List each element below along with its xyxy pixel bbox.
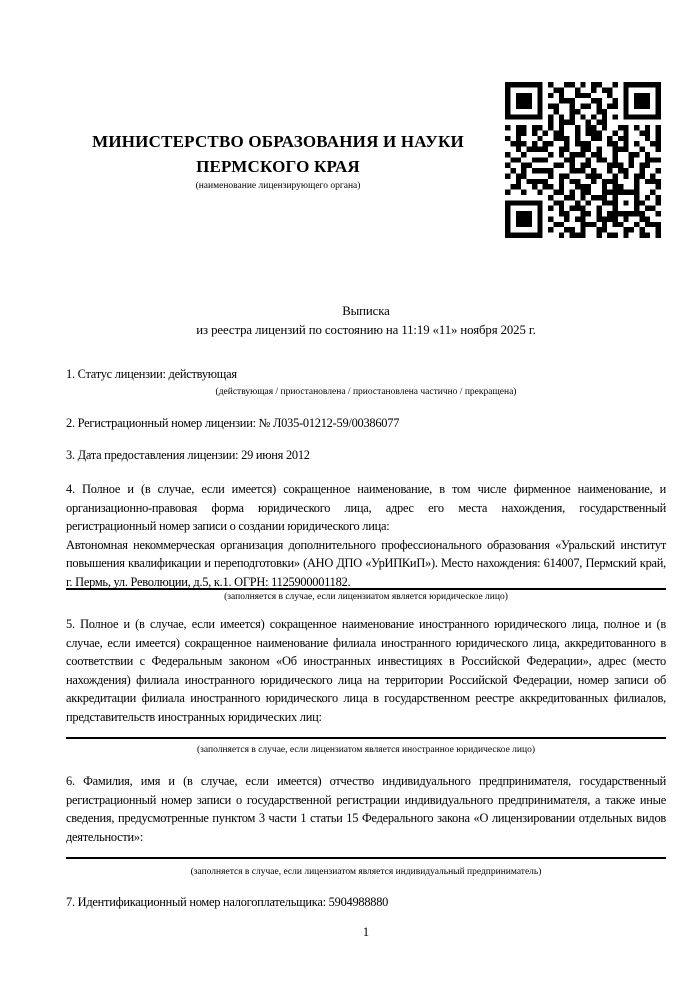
licensing-authority-header (66, 129, 490, 192)
legal-entity-underline-rule (66, 588, 666, 590)
legal-entity-value: Автономная некоммерческая организация дополнительного профессионального образования «Уральский институт повышения квалификации и переподготовки» (АНО ДПО «УрИПКиП»). Место нахождения: 614007, Пермский край, г. Пермь, ул. Революции, д.5, к.1. ОГРН: 1125900001182. (66, 537, 666, 589)
legal-entity-label: 4. Полное и (в случае, если имеется) сокращенное наименование, в том числе фирменное наименование, и организационно-правовая форма юридического лица, адрес его места нахождения, государственный регистрационный номер записи о создании юридического лица: (66, 482, 666, 533)
ministry-name-line2: ПЕРМСКОГО КРАЯ (196, 157, 360, 176)
foreign-entity-underline-rule (66, 737, 666, 739)
license-status-options-caption: (действующая / приостановлена / приостановлена частично / прекращена) (215, 387, 517, 397)
document-subtitle: из реестра лицензий по состоянию на 11:19 «11» ноября 2025 г. (196, 323, 536, 337)
document-title-block (66, 302, 666, 340)
license-grant-date-line: 3. Дата предоставления лицензии: 29 июня 2012 (66, 448, 310, 462)
taxpayer-number-line: 7. Идентификационный номер налогоплательщика: 5904988880 (66, 895, 389, 909)
license-status-line: 1. Статус лицензии: действующая (66, 367, 237, 381)
foreign-entity-label: 5. Полное и (в случае, если имеется) сокращенное наименование иностранного юридического лица, полное и (в случае, если имеется) сокращенное наименование филиала иностранного юридического лица, аккредитованного в соответствии с Федеральным законом «Об иностранных инвестициях в Российской Федерации», адрес (место нахождения) филиала иностранного юридического лица на территории Российской Федерации, номер записи об аккредитации филиала иностранного юридического лица в государственном реестре аккредитованных филиалов, представительств иностранных юридических лиц: (66, 617, 666, 724)
document-title: Выписка (342, 304, 390, 318)
foreign-entity-caption: (заполняется в случае, если лицензиатом является иностранное юридическое лицо) (197, 745, 535, 755)
foreign-entity-section (66, 615, 666, 726)
license-number-line: 2. Регистрационный номер лицензии: № Л035-01212-59/00386077 (66, 416, 400, 430)
entrepreneur-underline-rule (66, 857, 666, 859)
entrepreneur-section (66, 772, 666, 846)
legal-entity-caption: (заполняется в случае, если лицензиатом является юридическое лицо) (224, 592, 508, 602)
licensing-authority-caption: (наименование лицензирующего органа) (195, 181, 361, 191)
page-number: 1 (362, 925, 370, 939)
ministry-name-line1: МИНИСТЕРСТВО ОБРАЗОВАНИЯ И НАУКИ (92, 132, 464, 151)
entrepreneur-caption: (заполняется в случае, если лицензиатом является индивидуальный предприниматель) (190, 867, 542, 877)
legal-entity-section (66, 480, 666, 591)
entrepreneur-label: 6. Фамилия, имя и (в случае, если имеется) отчество индивидуального предпринимателя, государственный регистрационный номер записи о государственной регистрации индивидуального предпринимателя, а также иные сведения, предусмотренные пунктом 3 части 1 статьи 15 Федерального закона «О лицензировании отдельных видов деятельности»: (66, 774, 666, 844)
qr-code (505, 82, 661, 238)
qr-code-image (505, 82, 661, 238)
